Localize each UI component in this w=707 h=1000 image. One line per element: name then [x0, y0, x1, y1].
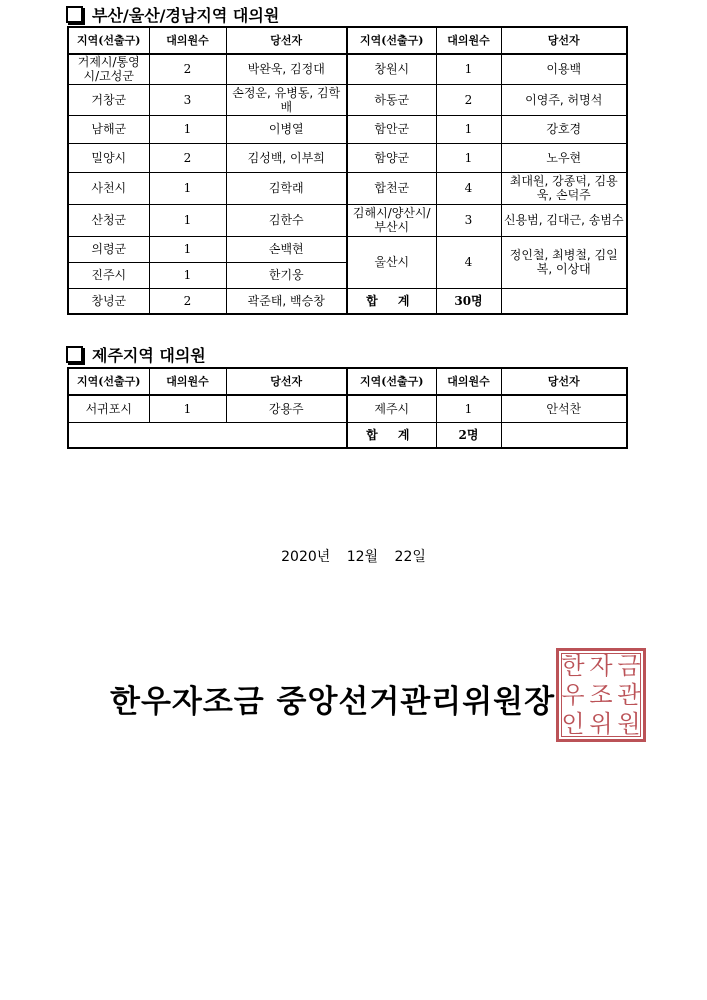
total-label: 합 계: [347, 288, 436, 314]
elected-cell: 박완욱, 김정대: [226, 54, 347, 84]
date-year: 2020년: [281, 549, 331, 565]
count-cell: 2: [149, 143, 226, 172]
busan-delegates-table: [67, 26, 628, 315]
header-count: 대의원수: [149, 27, 226, 54]
jeju-delegates-table: [67, 367, 628, 449]
section-title-jeju: [66, 343, 206, 366]
seal-char: 원: [617, 710, 641, 739]
table-row: [68, 143, 627, 172]
count-cell: 2: [149, 288, 226, 314]
seal-char: 관: [617, 680, 641, 709]
table-row: [68, 84, 627, 115]
section-title-text: 부산/울산/경남지역 대의원: [92, 6, 280, 25]
count-cell: 2: [149, 54, 226, 84]
elected-cell: 손백현: [226, 236, 347, 262]
total-value: 30명: [436, 288, 501, 314]
region-cell: 진주시: [68, 262, 149, 288]
region-cell: 밀양시: [68, 143, 149, 172]
header-region: 지역(선출구): [68, 368, 149, 395]
count-cell: 1: [149, 204, 226, 236]
elected-cell: 김한수: [226, 204, 347, 236]
elected-cell: 김성백, 이부희: [226, 143, 347, 172]
header-elected: 당선자: [501, 27, 627, 54]
count-cell: 1: [149, 115, 226, 143]
elected-cell: 노우현: [501, 143, 627, 172]
count-cell: 1: [436, 54, 501, 84]
region-cell: 김해시/양산시/부산시: [347, 204, 436, 236]
checkbox-icon: [66, 6, 83, 23]
region-cell: 하동군: [347, 84, 436, 115]
table-row: [68, 115, 627, 143]
count-cell: 1: [149, 395, 226, 422]
region-cell: 사천시: [68, 172, 149, 204]
count-cell: 1: [149, 262, 226, 288]
elected-cell: 신용범, 김대근, 송범수: [501, 204, 627, 236]
region-cell: 창녕군: [68, 288, 149, 314]
region-cell: 창원시: [347, 54, 436, 84]
region-cell: 함양군: [347, 143, 436, 172]
header-elected: 당선자: [226, 368, 347, 395]
table-row: [68, 422, 627, 448]
table-row: [68, 236, 627, 262]
region-cell: 함안군: [347, 115, 436, 143]
count-cell: 3: [149, 84, 226, 115]
region-cell: 서귀포시: [68, 395, 149, 422]
elected-cell: 정인철, 최병철, 김일복, 이상대: [501, 236, 627, 288]
region-cell: 거제시/통영시/고성군: [68, 54, 149, 84]
elected-cell: 이용백: [501, 54, 627, 84]
table-header-row: [68, 368, 627, 395]
count-cell: 1: [436, 395, 501, 422]
seal-char: 금: [617, 651, 641, 680]
empty-cell: [501, 422, 627, 448]
header-count: 대의원수: [149, 368, 226, 395]
header-elected: 당선자: [501, 368, 627, 395]
seal-char: 조: [589, 680, 613, 709]
total-value: 2명: [436, 422, 501, 448]
header-region: 지역(선출구): [68, 27, 149, 54]
issuer-name: 한우자조금 중앙선거관리위원장: [110, 684, 556, 720]
empty-cell: [501, 288, 627, 314]
seal-char: 우: [561, 680, 585, 709]
elected-cell: 한기웅: [226, 262, 347, 288]
count-cell: 1: [436, 115, 501, 143]
elected-cell: 강용주: [226, 395, 347, 422]
count-cell: 1: [436, 143, 501, 172]
seal-char: 인: [561, 710, 585, 739]
table-row: [68, 54, 627, 84]
header-region: 지역(선출구): [347, 368, 436, 395]
region-cell: 제주시: [347, 395, 436, 422]
elected-cell: 손정운, 유병동, 김학배: [226, 84, 347, 115]
seal-char: 한: [561, 651, 585, 680]
empty-cell: [68, 422, 347, 448]
elected-cell: 강호경: [501, 115, 627, 143]
elected-cell: 이병열: [226, 115, 347, 143]
region-cell: 울산시: [347, 236, 436, 288]
official-seal: [556, 648, 646, 742]
section-title-busan: [66, 3, 279, 26]
elected-cell: 곽준태, 백승창: [226, 288, 347, 314]
count-cell: 1: [149, 236, 226, 262]
date-day: 22일: [394, 549, 426, 565]
table-row: [68, 288, 627, 314]
seal-char: 자: [589, 651, 613, 680]
table-row: [68, 172, 627, 204]
header-count: 대의원수: [436, 27, 501, 54]
section-title-text: 제주지역 대의원: [92, 346, 206, 365]
table-row: [68, 395, 627, 422]
header-region: 지역(선출구): [347, 27, 436, 54]
elected-cell: 이영주, 허명석: [501, 84, 627, 115]
elected-cell: 최대원, 강종덕, 김용욱, 손덕주: [501, 172, 627, 204]
count-cell: 4: [436, 172, 501, 204]
date-month: 12월: [346, 549, 379, 565]
table-row: [68, 204, 627, 236]
header-count: 대의원수: [436, 368, 501, 395]
count-cell: 4: [436, 236, 501, 288]
elected-cell: 김학래: [226, 172, 347, 204]
checkbox-icon: [66, 346, 83, 363]
elected-cell: 안석찬: [501, 395, 627, 422]
count-cell: 3: [436, 204, 501, 236]
document-date: [0, 546, 707, 566]
region-cell: 남해군: [68, 115, 149, 143]
header-elected: 당선자: [226, 27, 347, 54]
count-cell: 2: [436, 84, 501, 115]
table-header-row: [68, 27, 627, 54]
region-cell: 산청군: [68, 204, 149, 236]
region-cell: 의령군: [68, 236, 149, 262]
seal-char: 위: [589, 710, 613, 739]
count-cell: 1: [149, 172, 226, 204]
region-cell: 합천군: [347, 172, 436, 204]
region-cell: 거창군: [68, 84, 149, 115]
total-label: 합 계: [347, 422, 436, 448]
